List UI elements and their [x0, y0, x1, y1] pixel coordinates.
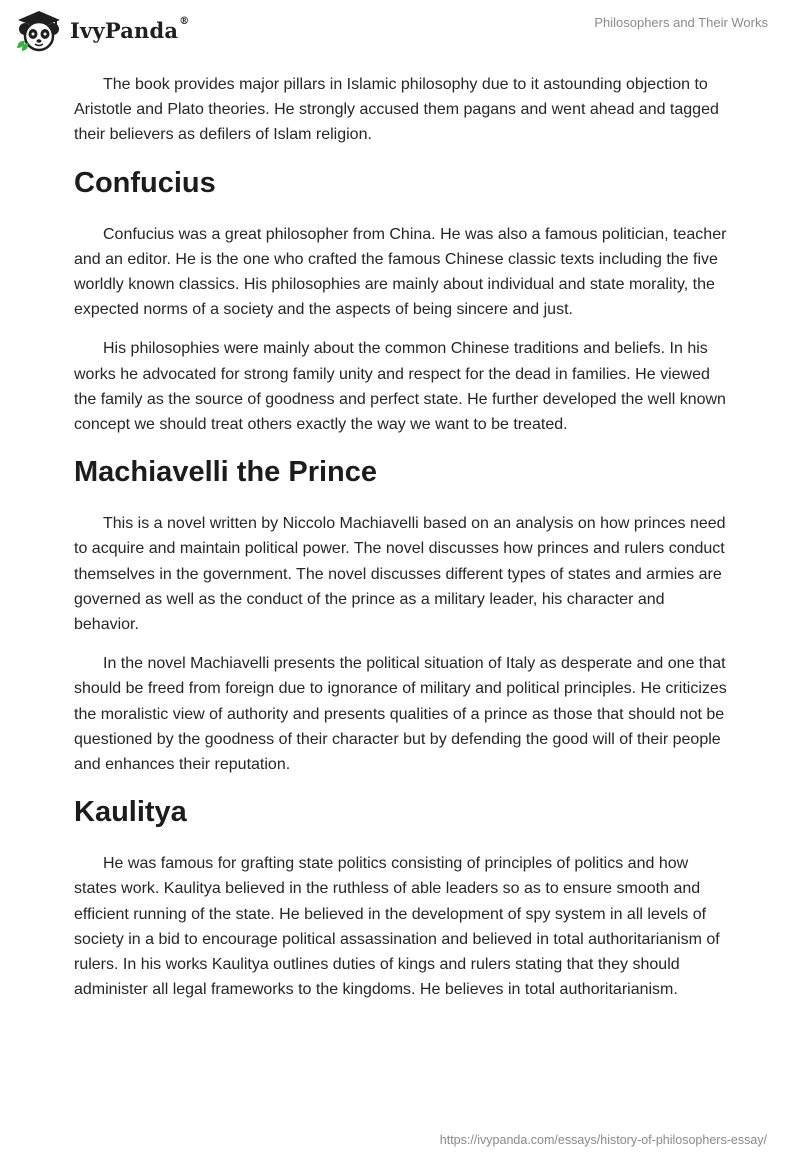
- ivypanda-logo[interactable]: [14, 8, 189, 52]
- panda-icon: [14, 8, 64, 52]
- machiavelli-paragraph-1: This is a novel written by Niccolo Machiavelli based on an analysis on how princes need to acquire and maintain political power. The novel discusses how princes and rulers conduct themselves in the government. The novel discusses different types of states and armies are governed as well as the conduct of the prince as a military leader, his character and behavior.: [74, 515, 726, 634]
- intro-paragraph: The book provides major pillars in Islamic philosophy due to it astounding objection to Aristotle and Plato theories. He strongly accused them pagans and went ahead and tagged their believers as defilers of Islam religion.: [74, 76, 719, 144]
- section-heading-kaulitya: Kaulitya: [74, 796, 187, 829]
- machiavelli-paragraph-2: In the novel Machiavelli presents the political situation of Italy as desperate and one that should be freed from foreign due to ignorance of military and political principles. He criticizes the moralistic view of authority and presents qualities of a prince as those that should not be questioned by the goodness of their character but by defending the good will of their people and enhances their reputation.: [74, 655, 727, 774]
- confucius-paragraph-1: Confucius was a great philosopher from China. He was also a famous politician, teacher and an editor. He is the one who crafted the famous Chinese classic texts including the five worldly known classics. His philosophies are mainly about individual and state morality, the expected norms of a society and the aspects of being sincere and just.: [74, 225, 727, 319]
- document-title: Philosophers and Their Works: [594, 15, 768, 30]
- confucius-paragraph-2: His philosophies were mainly about the common Chinese traditions and beliefs. In his works he advocated for strong family unity and respect for the dead in families. He viewed the family as the source of goodness and perfect state. He further developed the well known concept we should treat others exactly the way we want to be treated.: [74, 340, 726, 434]
- brand-name: IvyPanda®: [70, 15, 190, 43]
- essay-content: [74, 72, 728, 1016]
- section-heading-machiavelli: Machiavelli the Prince: [74, 456, 378, 489]
- source-url-link[interactable]: https://ivypanda.com/essays/history-of-philosophers-essay/: [439, 1133, 767, 1147]
- section-heading-confucius: Confucius: [74, 166, 216, 199]
- page-header: [0, 0, 800, 60]
- kaulitya-paragraph-1: He was famous for grafting state politics consisting of principles of politics and how states work. Kaulitya believed in the ruthless of able leaders so as to ensure smooth and efficient running of the state. He believed in the development of spy system in all levels of society in a bid to encourage political assassination and believed in total authoritarianism of rulers. In his works Kaulitya outlines duties of kings and rulers stating that they should administer all legal frameworks to the kingdoms. He believes in total authoritarianism.: [74, 855, 720, 999]
